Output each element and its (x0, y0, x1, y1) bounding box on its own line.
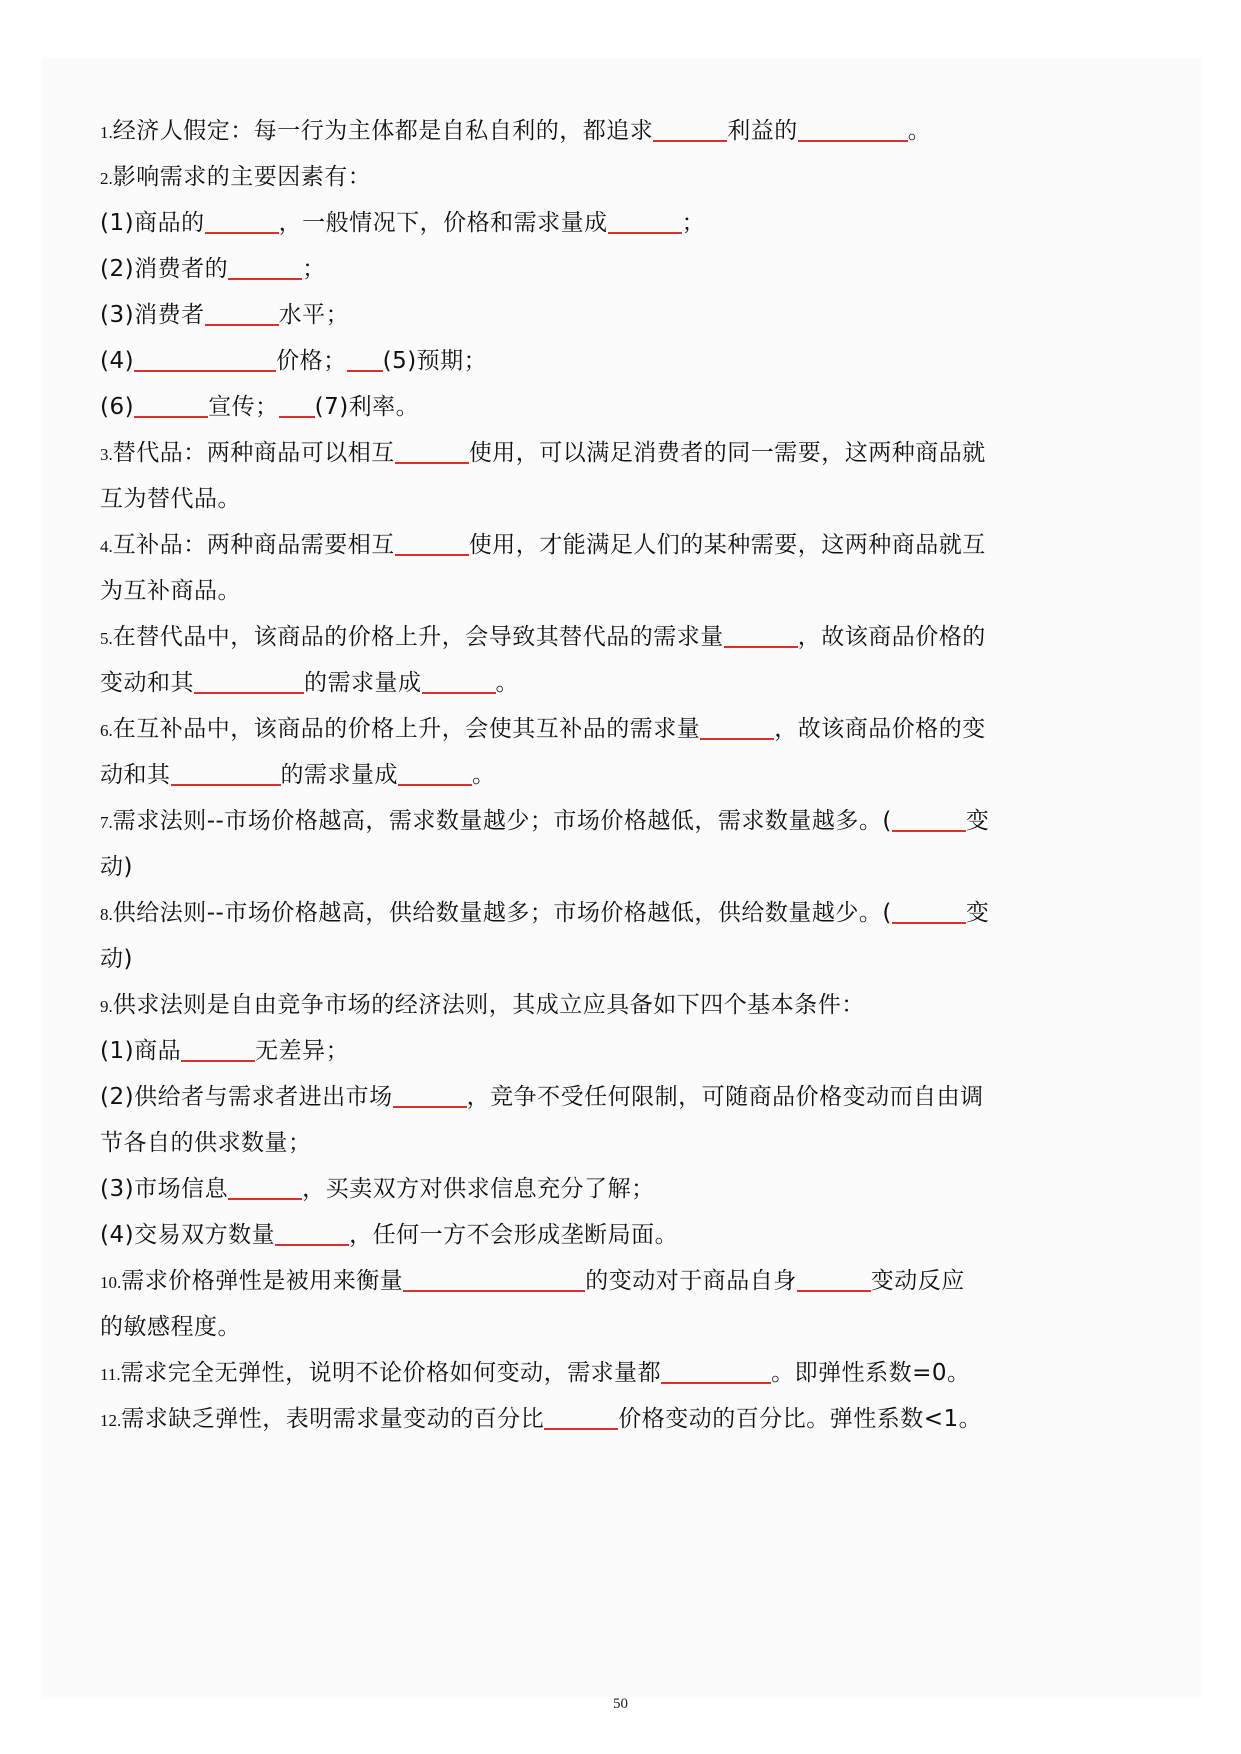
line-text: 。 (472, 762, 496, 788)
line-text: 需求价格弹性是被用来衡量 (121, 1268, 404, 1294)
fill-in-blank[interactable] (134, 368, 276, 372)
text-line (100, 154, 1012, 200)
text-line (100, 1212, 1012, 1258)
fill-in-blank[interactable] (228, 276, 302, 280)
line-text: (2)消费者的 (100, 256, 229, 282)
line-text: 水平； (278, 302, 350, 328)
fill-in-blank[interactable] (403, 1288, 585, 1292)
line-text: 。即弹性系数=0。 (771, 1360, 971, 1386)
text-line (100, 1304, 1012, 1350)
line-text: 需求法则--市场价格越高，需求数量越少；市场价格越低，需求数量越多。( (112, 808, 892, 834)
fill-in-blank[interactable] (797, 1288, 871, 1292)
fill-in-blank[interactable] (228, 1196, 302, 1200)
item-number: 4. (100, 537, 113, 556)
text-line (100, 798, 1012, 844)
fill-in-blank[interactable] (653, 138, 727, 142)
item-number: 1. (100, 123, 113, 142)
text-line (100, 384, 1012, 430)
line-text: 节各自的供求数量； (100, 1130, 312, 1156)
line-text: 影响需求的主要因素有： (112, 164, 372, 190)
line-text: 变动和其 (100, 670, 194, 696)
line-text: 变 (965, 808, 990, 834)
text-line (100, 246, 1012, 292)
line-text: 供给法则--市场价格越高，供给数量越多；市场价格越低，供给数量越少。( (112, 900, 892, 926)
fill-in-blank[interactable] (544, 1426, 618, 1430)
text-line (100, 936, 1012, 982)
line-text: 为互补商品。 (100, 578, 241, 604)
fill-in-blank[interactable] (395, 552, 469, 556)
line-text: 宣传； (208, 394, 279, 420)
text-line (100, 430, 1012, 476)
line-text: 在替代品中，该商品的价格上升，会导致其替代品的需求量 (112, 624, 724, 650)
text-line (100, 1074, 1012, 1120)
text-line (100, 108, 1012, 154)
fill-in-blank[interactable] (205, 230, 279, 234)
fill-in-blank[interactable] (892, 828, 966, 832)
text-line (100, 1258, 1012, 1304)
fill-in-blank[interactable] (393, 1104, 467, 1108)
text-line (100, 1028, 1012, 1074)
item-number: 2. (100, 169, 113, 188)
fill-in-blank[interactable] (205, 322, 279, 326)
line-text: 需求缺乏弹性，表明需求量变动的百分比 (121, 1406, 545, 1432)
line-text: 经济人假定：每一行为主体都是自私自利的，都追求 (112, 118, 654, 144)
line-text: ，故该商品价格的 (797, 624, 986, 650)
fill-in-blank[interactable] (700, 736, 774, 740)
line-text: (6) (100, 394, 135, 420)
line-text: ，一般情况下，价格和需求量成 (278, 210, 608, 236)
fill-in-blank[interactable] (608, 230, 682, 234)
fill-in-blank[interactable] (171, 782, 281, 786)
fill-in-blank[interactable] (194, 690, 304, 694)
text-line (100, 752, 1012, 798)
line-text: (3)市场信息 (100, 1176, 229, 1202)
line-text: 在互补品中，该商品的价格上升，会使其互补品的需求量 (112, 716, 701, 742)
line-text: 替代品：两种商品可以相互 (112, 440, 395, 466)
fill-in-blank[interactable] (275, 1242, 349, 1246)
fill-in-blank[interactable] (181, 1058, 255, 1062)
worksheet-content (100, 108, 1012, 1442)
fill-in-blank[interactable] (724, 644, 798, 648)
line-text: 动) (100, 946, 133, 972)
line-text: ； (302, 256, 326, 282)
text-line (100, 890, 1012, 936)
line-text: ，任何一方不会形成垄断局面。 (349, 1222, 679, 1248)
line-text: 价格变动的百分比。弹性系数<1。 (618, 1406, 983, 1432)
line-text: (2)供给者与需求者进出市场 (100, 1084, 393, 1110)
fill-in-blank[interactable] (398, 782, 472, 786)
text-line (100, 1350, 1012, 1396)
item-number: 10. (100, 1273, 122, 1292)
item-number: 3. (100, 445, 113, 464)
item-number: 5. (100, 629, 113, 648)
item-number: 6. (100, 721, 113, 740)
line-text: ，买卖双方对供求信息充分了解； (302, 1176, 655, 1202)
line-text: (1)商品的 (100, 210, 205, 236)
item-number: 12. (100, 1411, 122, 1430)
text-line (100, 338, 1012, 384)
text-line (100, 1166, 1012, 1212)
line-text: (3)消费者 (100, 302, 205, 328)
line-text: (5)预期； (382, 348, 488, 374)
text-line (100, 660, 1012, 706)
line-text: ，竞争不受任何限制，可随商品价格变动而自由调 (466, 1084, 984, 1110)
line-text: 使用，才能满足人们的某种需要，这两种商品就互 (468, 532, 986, 558)
line-text: ； (681, 210, 706, 236)
line-text: 。 (907, 118, 932, 144)
text-line (100, 568, 1012, 614)
fill-in-blank[interactable] (279, 414, 315, 418)
text-line (100, 200, 1012, 246)
fill-in-blank[interactable] (422, 690, 496, 694)
text-line (100, 982, 1012, 1028)
line-text: (4)交易双方数量 (100, 1222, 276, 1248)
fill-in-blank[interactable] (395, 460, 469, 464)
item-number: 9. (100, 997, 113, 1016)
text-line (100, 522, 1012, 568)
text-line (100, 1120, 1012, 1166)
line-text: (7)利率。 (314, 394, 420, 420)
fill-in-blank[interactable] (661, 1380, 771, 1384)
line-text: 使用，可以满足消费者的同一需要，这两种商品就 (468, 440, 986, 466)
fill-in-blank[interactable] (134, 414, 208, 418)
line-text: 的敏感程度。 (100, 1314, 241, 1340)
fill-in-blank[interactable] (892, 920, 966, 924)
text-line (100, 844, 1012, 890)
line-text: 的变动对于商品自身 (585, 1268, 797, 1294)
fill-in-blank[interactable] (347, 368, 383, 372)
line-text: 价格； (276, 348, 347, 374)
line-text: (4) (100, 348, 135, 374)
line-text: 。 (495, 670, 519, 696)
text-line (100, 476, 1012, 522)
line-text: 供求法则是自由竞争市场的经济法则，其成立应具备如下四个基本条件： (112, 992, 865, 1018)
text-line (100, 614, 1012, 660)
item-number: 7. (100, 813, 113, 832)
line-text: 无差异； (255, 1038, 350, 1064)
line-text: 利益的 (727, 118, 798, 144)
text-line (100, 292, 1012, 338)
line-text: 互为替代品。 (100, 486, 241, 512)
line-text: 需求完全无弹性，说明不论价格如何变动，需求量都 (120, 1360, 662, 1386)
line-text: 的需求量成 (280, 762, 398, 788)
text-line (100, 706, 1012, 752)
page-number: 50 (613, 1696, 628, 1712)
line-text: 的需求量成 (304, 670, 422, 696)
line-text: 变动反应 (870, 1268, 965, 1294)
line-text: 变 (965, 900, 990, 926)
fill-in-blank[interactable] (798, 138, 908, 142)
text-line (100, 1396, 1012, 1442)
line-text: 动和其 (100, 762, 171, 788)
line-text: 互补品：两种商品需要相互 (112, 532, 395, 558)
item-number: 11. (100, 1365, 121, 1384)
item-number: 8. (100, 905, 113, 924)
line-text: ，故该商品价格的变 (774, 716, 986, 742)
line-text: 动) (100, 854, 133, 880)
line-text: (1)商品 (100, 1038, 182, 1064)
